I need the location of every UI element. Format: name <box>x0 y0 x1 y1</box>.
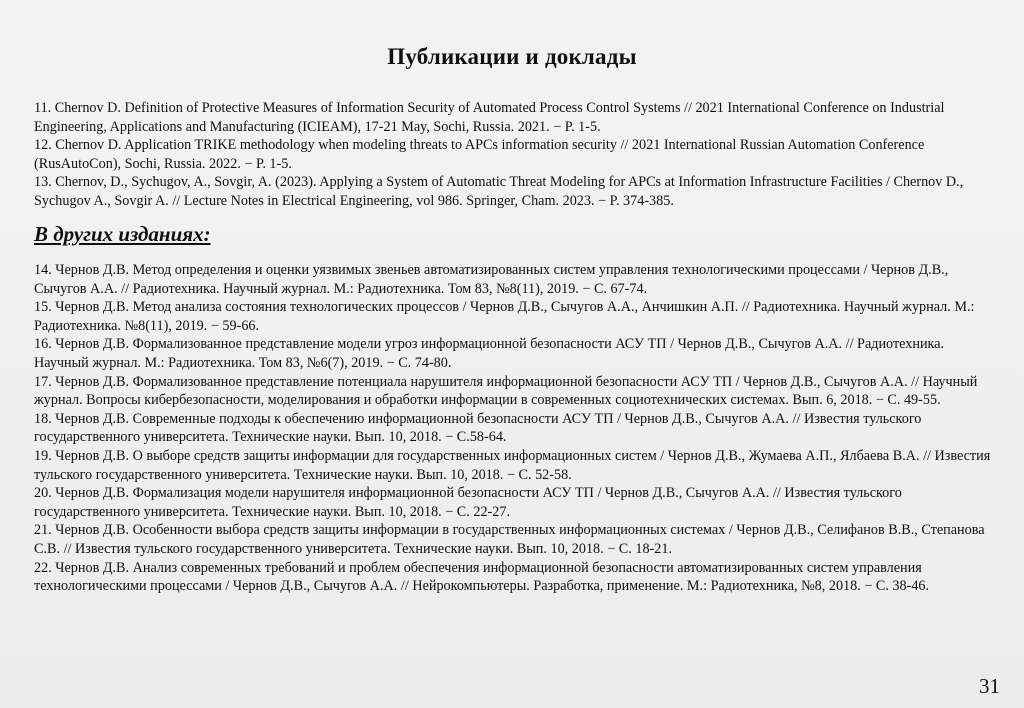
reference-item: 20. Чернов Д.В. Формализация модели нарушителя информационной безопасности АСУ ТП / Чернов Д.В., Сычугов А.А. // Известия тульского государственного университета. Технические науки. Вып. 10, 2018. − С. 22-27. <box>34 485 902 520</box>
page-title: Публикации и доклады <box>387 44 637 69</box>
page-number: 31 <box>979 674 1000 698</box>
reference-item: 17. Чернов Д.В. Формализованное представление потенциала нарушителя информационной безопасности АСУ ТП / Чернов Д.В., Сычугов А.А. // Научный журнал. Вопросы кибербезопасности, моделирования и обработки информации в современных социотехнических системах. Вып. 6, 2018. − С. 49-55. <box>34 373 978 409</box>
reference-item: 18. Чернов Д.В. Современные подходы к обеспечению информационной безопасности АСУ ТП / Чернов Д.В., Сычугов А.А. // Известия тульского государственного университета. Технические науки. Вып. 10, 2018. − С.58-64. <box>34 410 922 446</box>
reference-item: 21. Чернов Д.В. Особенности выбора средств защиты информации в государственных информационных системах / Чернов Д.В., Селифанов В.В., Степанова С.В. // Известия тульского государственного университета. Технические науки. Вып. 10, 2018. − С. 18-21. <box>34 522 985 557</box>
reference-item: 19. Чернов Д.В. О выборе средств защиты информации для государственных информационных систем / Чернов Д.В., Жумаева А.П., Ялбаева В.А. // Известия тульского государственного университета. Технические науки. Вып. 10, 2018. − С. 52-58. <box>34 447 991 483</box>
reference-item: 14. Чернов Д.В. Метод определения и оценки уязвимых звеньев автоматизированных систем управления технологическими процессами / Чернов Д.В., Сычугов А.А. // Радиотехника. Научный журнал. М.: Радиотехника. Том 83, №8(11), 2019. − С. 67-74. <box>34 262 949 297</box>
reference-list-russian <box>34 261 994 596</box>
reference-item: 15. Чернов Д.В. Метод анализа состояния технологических процессов / Чернов Д.В., Сычугов А.А., Анчишкин А.П. // Радиотехника. Научный журнал. М.: Радиотехника. №8(11), 2019. − 59-66. <box>34 299 975 334</box>
reference-item: 11. Chernov D. Definition of Protective Measures of Information Security of Automated Process Control Systems // 2021 International Conference on Industrial Engineering, Applications and Manufacturing (ICIEAM), 17-21 May, Sochi, Russia. 2021. − P. 1-5. <box>34 100 945 135</box>
section-heading: В других изданиях: <box>34 222 211 246</box>
reference-list-english <box>34 99 994 211</box>
reference-item: 12. Chernov D. Application TRIKE methodology when modeling threats to APCs information security // 2021 International Russian Automation Conference (RusAutoCon), Sochi, Russia. 2022. − P. 1-5. <box>34 137 925 172</box>
reference-item: 16. Чернов Д.В. Формализованное представление модели угроз информационной безопасности АСУ ТП / Чернов Д.В., Сычугов А.А. // Радиотехника. Научный журнал. М.: Радиотехника. Том 83, №6(7), 2019. − С. 74-80. <box>34 336 945 371</box>
reference-item: 22. Чернов Д.В. Анализ современных требований и проблем обеспечения информационной безопасности автоматизированных систем управления технологическими процессами / Чернов Д.В., Сычугов А.А. // Нейрокомпьютеры. Разработка, применение. М.: Радиотехника, №8, 2018. − С. 38-46. <box>34 559 930 595</box>
reference-item: 13. Chernov, D., Sychugov, A., Sovgir, A. (2023). Applying a System of Automatic Threat Modeling for APCs at Information Infrastructure Facilities / Chernov D., Sychugov A., Sovgir A. // Lecture Notes in Electrical Engineering, vol 986. Springer, Cham. 2023. − P. 374-385. <box>34 174 964 209</box>
